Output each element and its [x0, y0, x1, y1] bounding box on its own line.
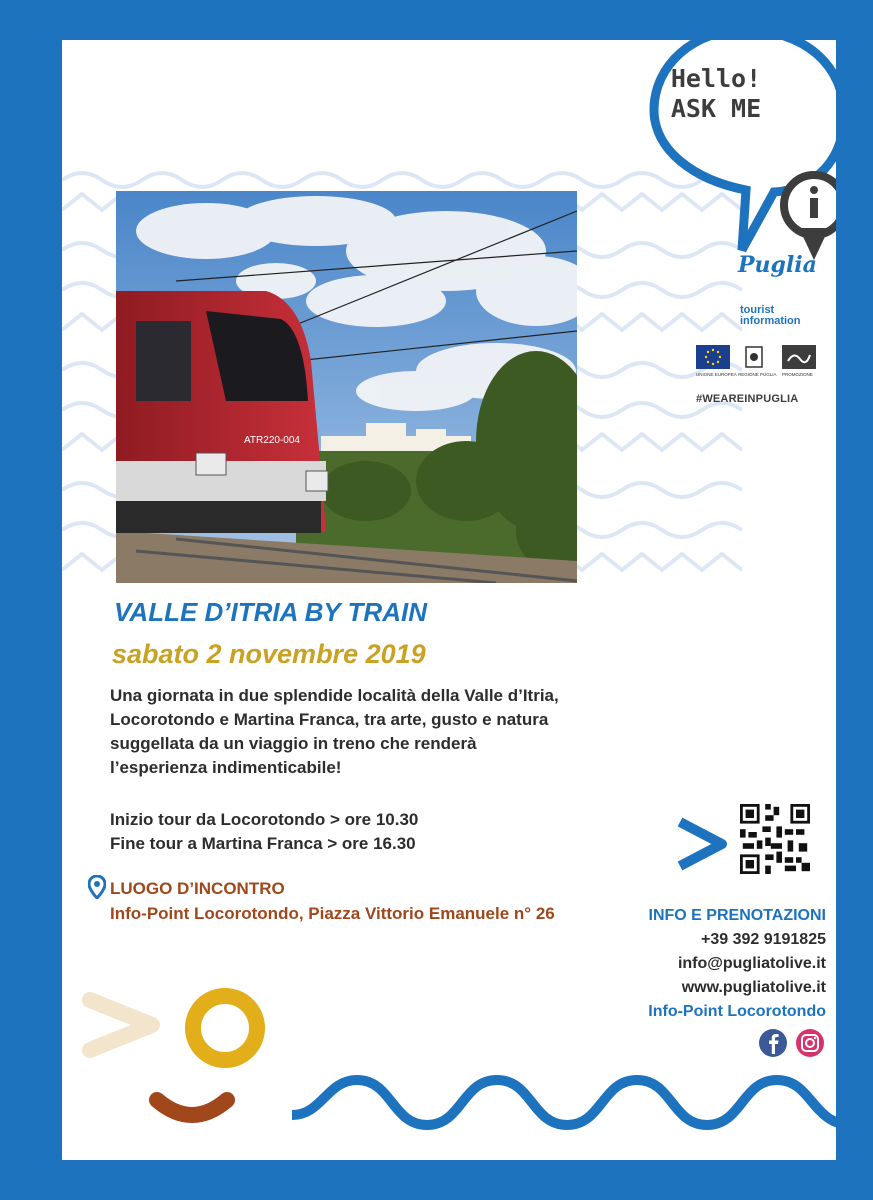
meeting-place: Info-Point Locorotondo, Piazza Vittorio Emanuele n° 26: [110, 904, 555, 923]
facebook-page-link[interactable]: Info-Point Locorotondo: [648, 1003, 826, 1020]
contacts-heading: INFO E PRENOTAZIONI: [648, 907, 826, 924]
description-line: suggellata da un viaggio in treno che renderà: [110, 734, 477, 753]
eu-flag-icon: [696, 345, 730, 369]
tour-schedule: [110, 808, 418, 856]
train-photo: [116, 191, 577, 583]
tour-start: Inizio tour da Locorotondo > ore 10.30: [110, 810, 419, 829]
tourist-information-label: [740, 305, 801, 327]
facebook-icon[interactable]: [759, 1029, 787, 1057]
info-icon: [810, 186, 818, 194]
contacts-block: [648, 904, 826, 1024]
social-icons: [758, 1028, 828, 1060]
event-date: sabato 2 novembre 2019: [112, 639, 426, 669]
event-description: [110, 684, 630, 780]
train-code-label: ATR220-004: [244, 435, 300, 446]
poster: [62, 40, 836, 1160]
chevron-right-icon: [676, 816, 728, 872]
website-link[interactable]: www.pugliatolive.it: [681, 979, 826, 996]
description-line: Locorotondo e Martina Franca, tra arte, gusto e natura: [110, 710, 549, 729]
hello-text: Hello!: [670, 64, 762, 93]
tour-end: Fine tour a Martina Franca > ore 16.30: [110, 834, 416, 853]
tourist-line: tourist: [740, 304, 775, 316]
ask-me-text: [660, 64, 772, 124]
description-line: l’esperienza indimenticabile!: [110, 758, 342, 777]
location-pin-icon: [88, 875, 106, 899]
eu-caption: UNIONE EUROPEA: [696, 372, 737, 377]
regione-puglia-icon: [744, 345, 764, 369]
description-line: Una giornata in due splendide località della Valle d’Itria,: [110, 686, 559, 705]
wave-decoration: [292, 1070, 836, 1160]
puglia-promozione-icon: [782, 345, 816, 369]
information-line: information: [740, 315, 801, 327]
ask-me-label: ASK ME: [670, 94, 762, 123]
meeting-label: LUOGO D’INCONTRO: [110, 879, 285, 898]
instagram-icon[interactable]: [796, 1029, 824, 1057]
regione-caption: REGIONE PUGLIA: [738, 372, 777, 377]
phone-number[interactable]: +39 392 9191825: [700, 931, 826, 948]
promozione-caption: PROMOZIONE: [782, 372, 813, 377]
email-link[interactable]: info@pugliatolive.it: [677, 955, 826, 972]
puglia-logo: Puglia: [738, 252, 817, 278]
sponsor-logos: [696, 345, 816, 385]
qr-code[interactable]: [740, 804, 810, 874]
hashtag-label: #WEAREINPUGLIA: [696, 393, 799, 405]
event-title: VALLE D’ITRIA BY TRAIN: [114, 597, 427, 627]
smiley-decoration: [82, 980, 272, 1140]
